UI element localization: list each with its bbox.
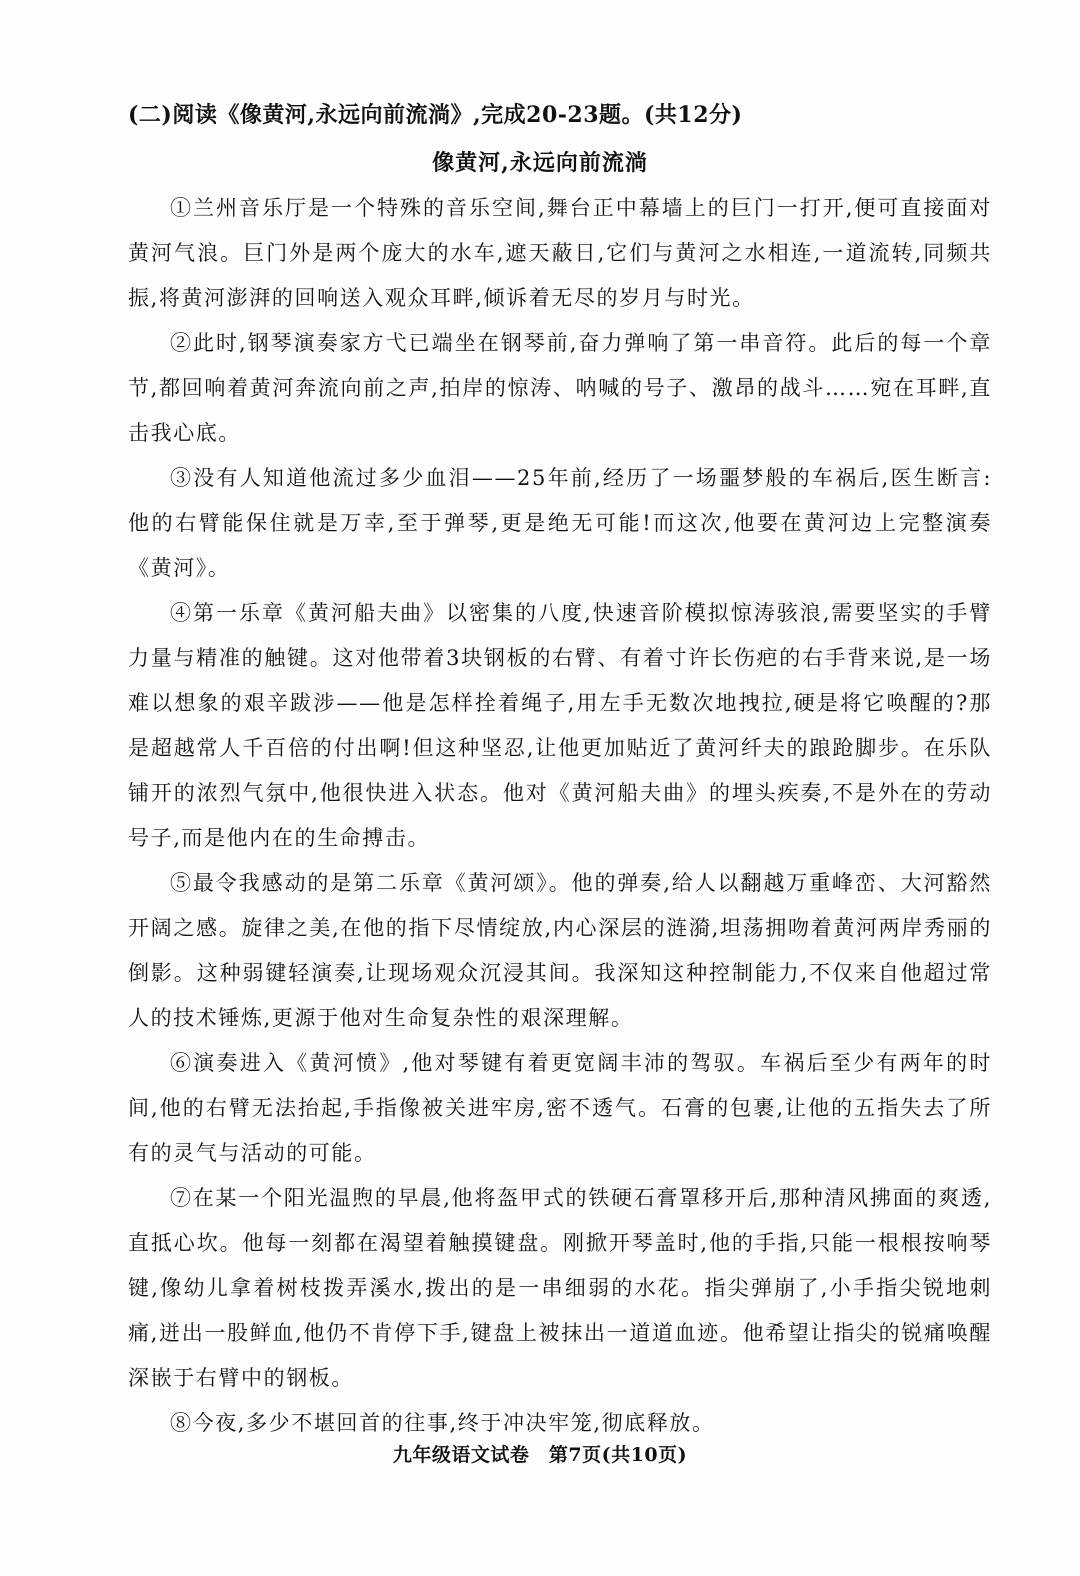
- section-heading: (二)阅读《像黄河,永远向前流淌》,完成20-23题。(共12分): [128, 102, 743, 128]
- paragraph-8: ⑧今夜,多少不堪回首的往事,终于冲决牢笼,彻底释放。: [170, 1411, 715, 1435]
- article-title: 像黄河,永远向前流淌: [432, 150, 648, 176]
- paragraph-7: ⑦在某一个阳光温煦的早晨,他将盔甲式的铁硬石膏罩移开后,那种清风拂面的爽透,直抵心坎。他每一刻都在渴望着触摸键盘。刚掀开琴盖时,他的手指,只能一根根按响琴键,像幼儿拿着树枝拨弄溪水,拨出的是一串细弱的水花。指尖弹崩了,小手指尖锐地刺痛,迸出一股鲜血,他仍不肯停下手,键盘上被抹出一道道血迹。他希望让指尖的锐痛唤醒深嵌于右臂中的钢板。: [128, 1186, 992, 1390]
- paragraph-5: ⑤最令我感动的是第二乐章《黄河颂》。他的弹奏,给人以翻越万重峰峦、大河豁然开阔之感。旋律之美,在他的指下尽情绽放,内心深层的涟漪,坦荡拥吻着黄河两岸秀丽的倒影。这种弱键轻演奏,让现场观众沉浸其间。我深知这种控制能力,不仅来自他超过常人的技术锤炼,更源于他对生命复杂性的艰深理解。: [128, 871, 992, 1030]
- paragraph-2: ②此时,钢琴演奏家方弋已端坐在钢琴前,奋力弹响了第一串音符。此后的每一个章节,都回响着黄河奔流向前之声,拍岸的惊涛、呐喊的号子、激昂的战斗……宛在耳畔,直击我心底。: [128, 331, 992, 445]
- page-footer: 九年级语文试卷 第7页(共10页): [392, 1444, 688, 1466]
- paragraph-1: ①兰州音乐厅是一个特殊的音乐空间,舞台正中幕墙上的巨门一打开,便可直接面对黄河气浪。巨门外是两个庞大的水车,遮天蔽日,它们与黄河之水相连,一道流转,同频共振,将黄河澎湃的回响送入观众耳畔,倾诉着无尽的岁月与时光。: [128, 196, 992, 310]
- paragraph-6: ⑥演奏进入《黄河愤》,他对琴键有着更宽阔丰沛的驾驭。车祸后至少有两年的时间,他的右臂无法抬起,手指像被关进牢房,密不透气。石膏的包裹,让他的五指失去了所有的灵气与活动的可能。: [128, 1051, 992, 1165]
- paragraph-3: ③没有人知道他流过多少血泪——25年前,经历了一场噩梦般的车祸后,医生断言:他的右臂能保住就是万幸,至于弹琴,更是绝无可能!而这次,他要在黄河边上完整演奏《黄河》。: [128, 466, 992, 580]
- paragraph-4: ④第一乐章《黄河船夫曲》以密集的八度,快速音阶模拟惊涛骇浪,需要坚实的手臂力量与精准的触键。这对他带着3块钢板的右臂、有着寸许长伤疤的右手背来说,是一场难以想象的艰辛跋涉——他是怎样拴着绳子,用左手无数次地拽拉,硬是将它唤醒的?那是超越常人千百倍的付出啊!但这种坚忍,让他更加贴近了黄河纤夫的踉跄脚步。在乐队铺开的浓烈气氛中,他很快进入状态。他对《黄河船夫曲》的埋头疾奏,不是外在的劳动号子,而是他内在的生命搏击。: [128, 601, 992, 850]
- article-body: [128, 186, 992, 1446]
